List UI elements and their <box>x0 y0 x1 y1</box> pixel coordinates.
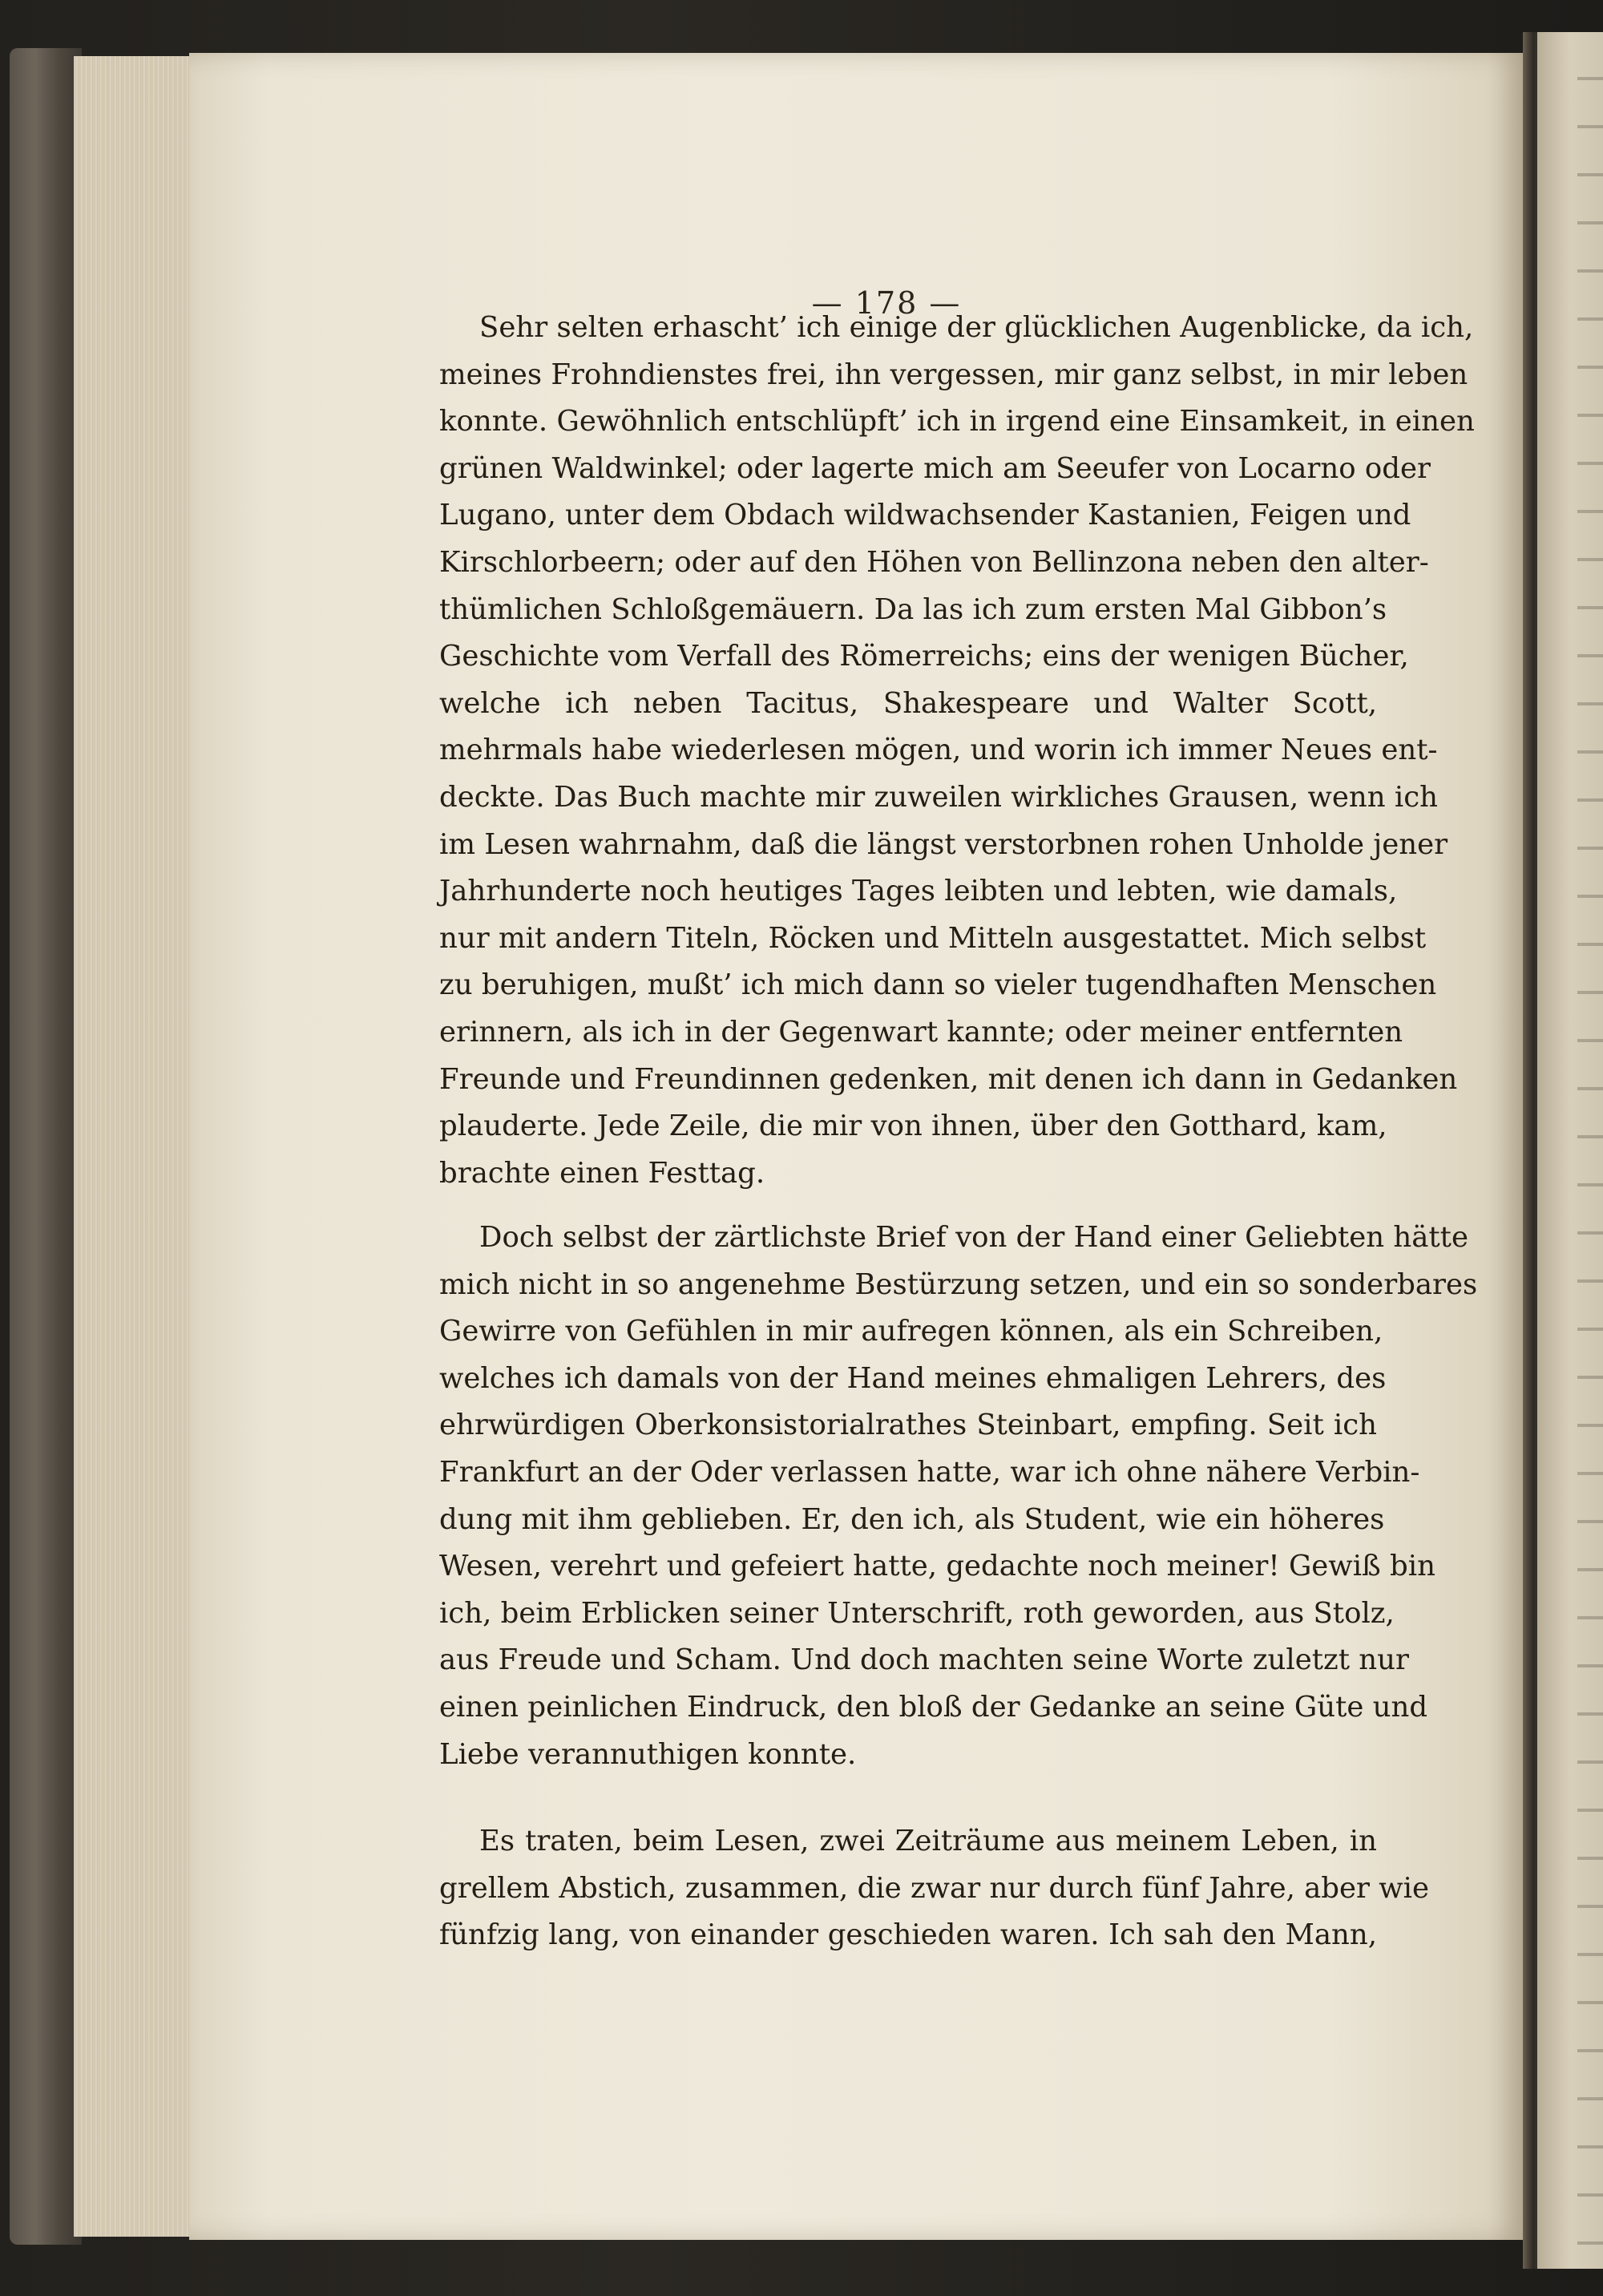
text-line: grünen Waldwinkel; oder lagerte mich am Seeufer von Locarno oder <box>439 451 1431 485</box>
text-line: Freunde und Freundinnen gedenken, mit denen ich dann in Gedanken <box>439 1062 1458 1096</box>
text-line: mehrmals habe wiederlesen mögen, und worin ich immer Neues ent- <box>439 734 1438 767</box>
text-line: erinnern, als ich in der Gegenwart kannte; oder meiner entfernten <box>439 1015 1403 1049</box>
text-line: Liebe verannuthigen konnte. <box>439 1737 857 1771</box>
text-line: grellem Abstich, zusammen, die zwar nur durch fünf Jahre, aber wie <box>439 1871 1430 1905</box>
text-line: thümlichen Schloßgemäuern. Da las ich zum ersten Mal Gibbon’s <box>439 592 1387 626</box>
text-line: Es traten, beim Lesen, zwei Zeiträume aus meinem Leben, in <box>479 1825 1377 1857</box>
text-line: dung mit ihm geblieben. Er, den ich, als Student, wie ein höheres <box>439 1502 1385 1536</box>
paragraph-3 <box>439 1818 1430 1959</box>
text-line: Lugano, unter dem Obdach wildwachsender Kastanien, Feigen und <box>439 499 1411 532</box>
text-line: Frankfurt an der Oder verlassen hatte, war ich ohne nähere Verbin- <box>439 1455 1420 1489</box>
facing-page-edge <box>1537 32 1603 2269</box>
text-line: konnte. Gewöhnlich entschlüpft’ ich in irgend eine Einsamkeit, in einen <box>439 405 1475 439</box>
text-line: Doch selbst der zärtlichste Brief von der Hand einer Geliebten hätte <box>479 1221 1468 1254</box>
text-line: Kirschlorbeern; oder auf den Höhen von Bellinzona neben den alter- <box>439 545 1429 579</box>
text-line: zu beruhigen, mußt’ ich mich dann so vieler tugendhaften Menschen <box>439 968 1437 1002</box>
paragraph-2 <box>439 1215 1478 1778</box>
text-line: einen peinlichen Eindruck, den bloß der Gedanke an seine Güte und <box>439 1690 1428 1724</box>
text-line: Geschichte vom Verfall des Römerreichs; eins der wenigen Bücher, <box>439 640 1409 673</box>
text-line: Gewirre von Gefühlen in mir aufregen können, als ein Schreiben, <box>439 1315 1383 1348</box>
text-line: Jahrhunderte noch heutiges Tages leibten und lebten, wie damals, <box>439 875 1398 908</box>
text-line: fünfzig lang, von einander geschieden waren. Ich sah den Mann, <box>439 1918 1377 1952</box>
book-cover-edge <box>10 48 82 2245</box>
text-line: Wesen, verehrt und gefeiert hatte, gedachte noch meiner! Gewiß bin <box>439 1550 1435 1583</box>
text-line: plauderte. Jede Zeile, die mir von ihnen, über den Gotthard, kam, <box>439 1110 1387 1143</box>
text-line: ich, beim Erblicken seiner Unterschrift, roth geworden, aus Stolz, <box>439 1596 1395 1630</box>
text-line: Sehr selten erhascht’ ich einige der glücklichen Augenblicke, da ich, <box>479 311 1474 344</box>
text-line: welches ich damals von der Hand meines ehmaligen Lehrers, des <box>439 1361 1387 1395</box>
text-line: welche ich neben Tacitus, Shakespeare und Walter Scott, <box>439 686 1377 720</box>
page-number: — 178 — <box>811 285 962 321</box>
text-line: mich nicht in so angenehme Bestürzung setzen, und ein so sonderbares <box>439 1267 1478 1301</box>
text-line: nur mit andern Titeln, Röcken und Mitteln ausgestattet. Mich selbst <box>439 921 1427 955</box>
paragraph-1 <box>439 305 1475 1197</box>
page-block-edge <box>74 56 194 2237</box>
text-line: meines Frohndienstes frei, ihn vergessen, mir ganz selbst, in mir leben <box>439 358 1468 391</box>
text-line: deckte. Das Buch machte mir zuweilen wirkliches Grausen, wenn ich <box>439 780 1439 814</box>
text-line: brachte einen Festtag. <box>439 1156 765 1190</box>
text-line: ehrwürdigen Oberkonsistorialrathes Steinbart, empfing. Seit ich <box>439 1409 1377 1442</box>
text-line: aus Freude und Scham. Und doch machten seine Worte zuletzt nur <box>439 1643 1409 1677</box>
text-line: im Lesen wahrnahm, daß die längst verstorbnen rohen Unholde jener <box>439 827 1448 861</box>
